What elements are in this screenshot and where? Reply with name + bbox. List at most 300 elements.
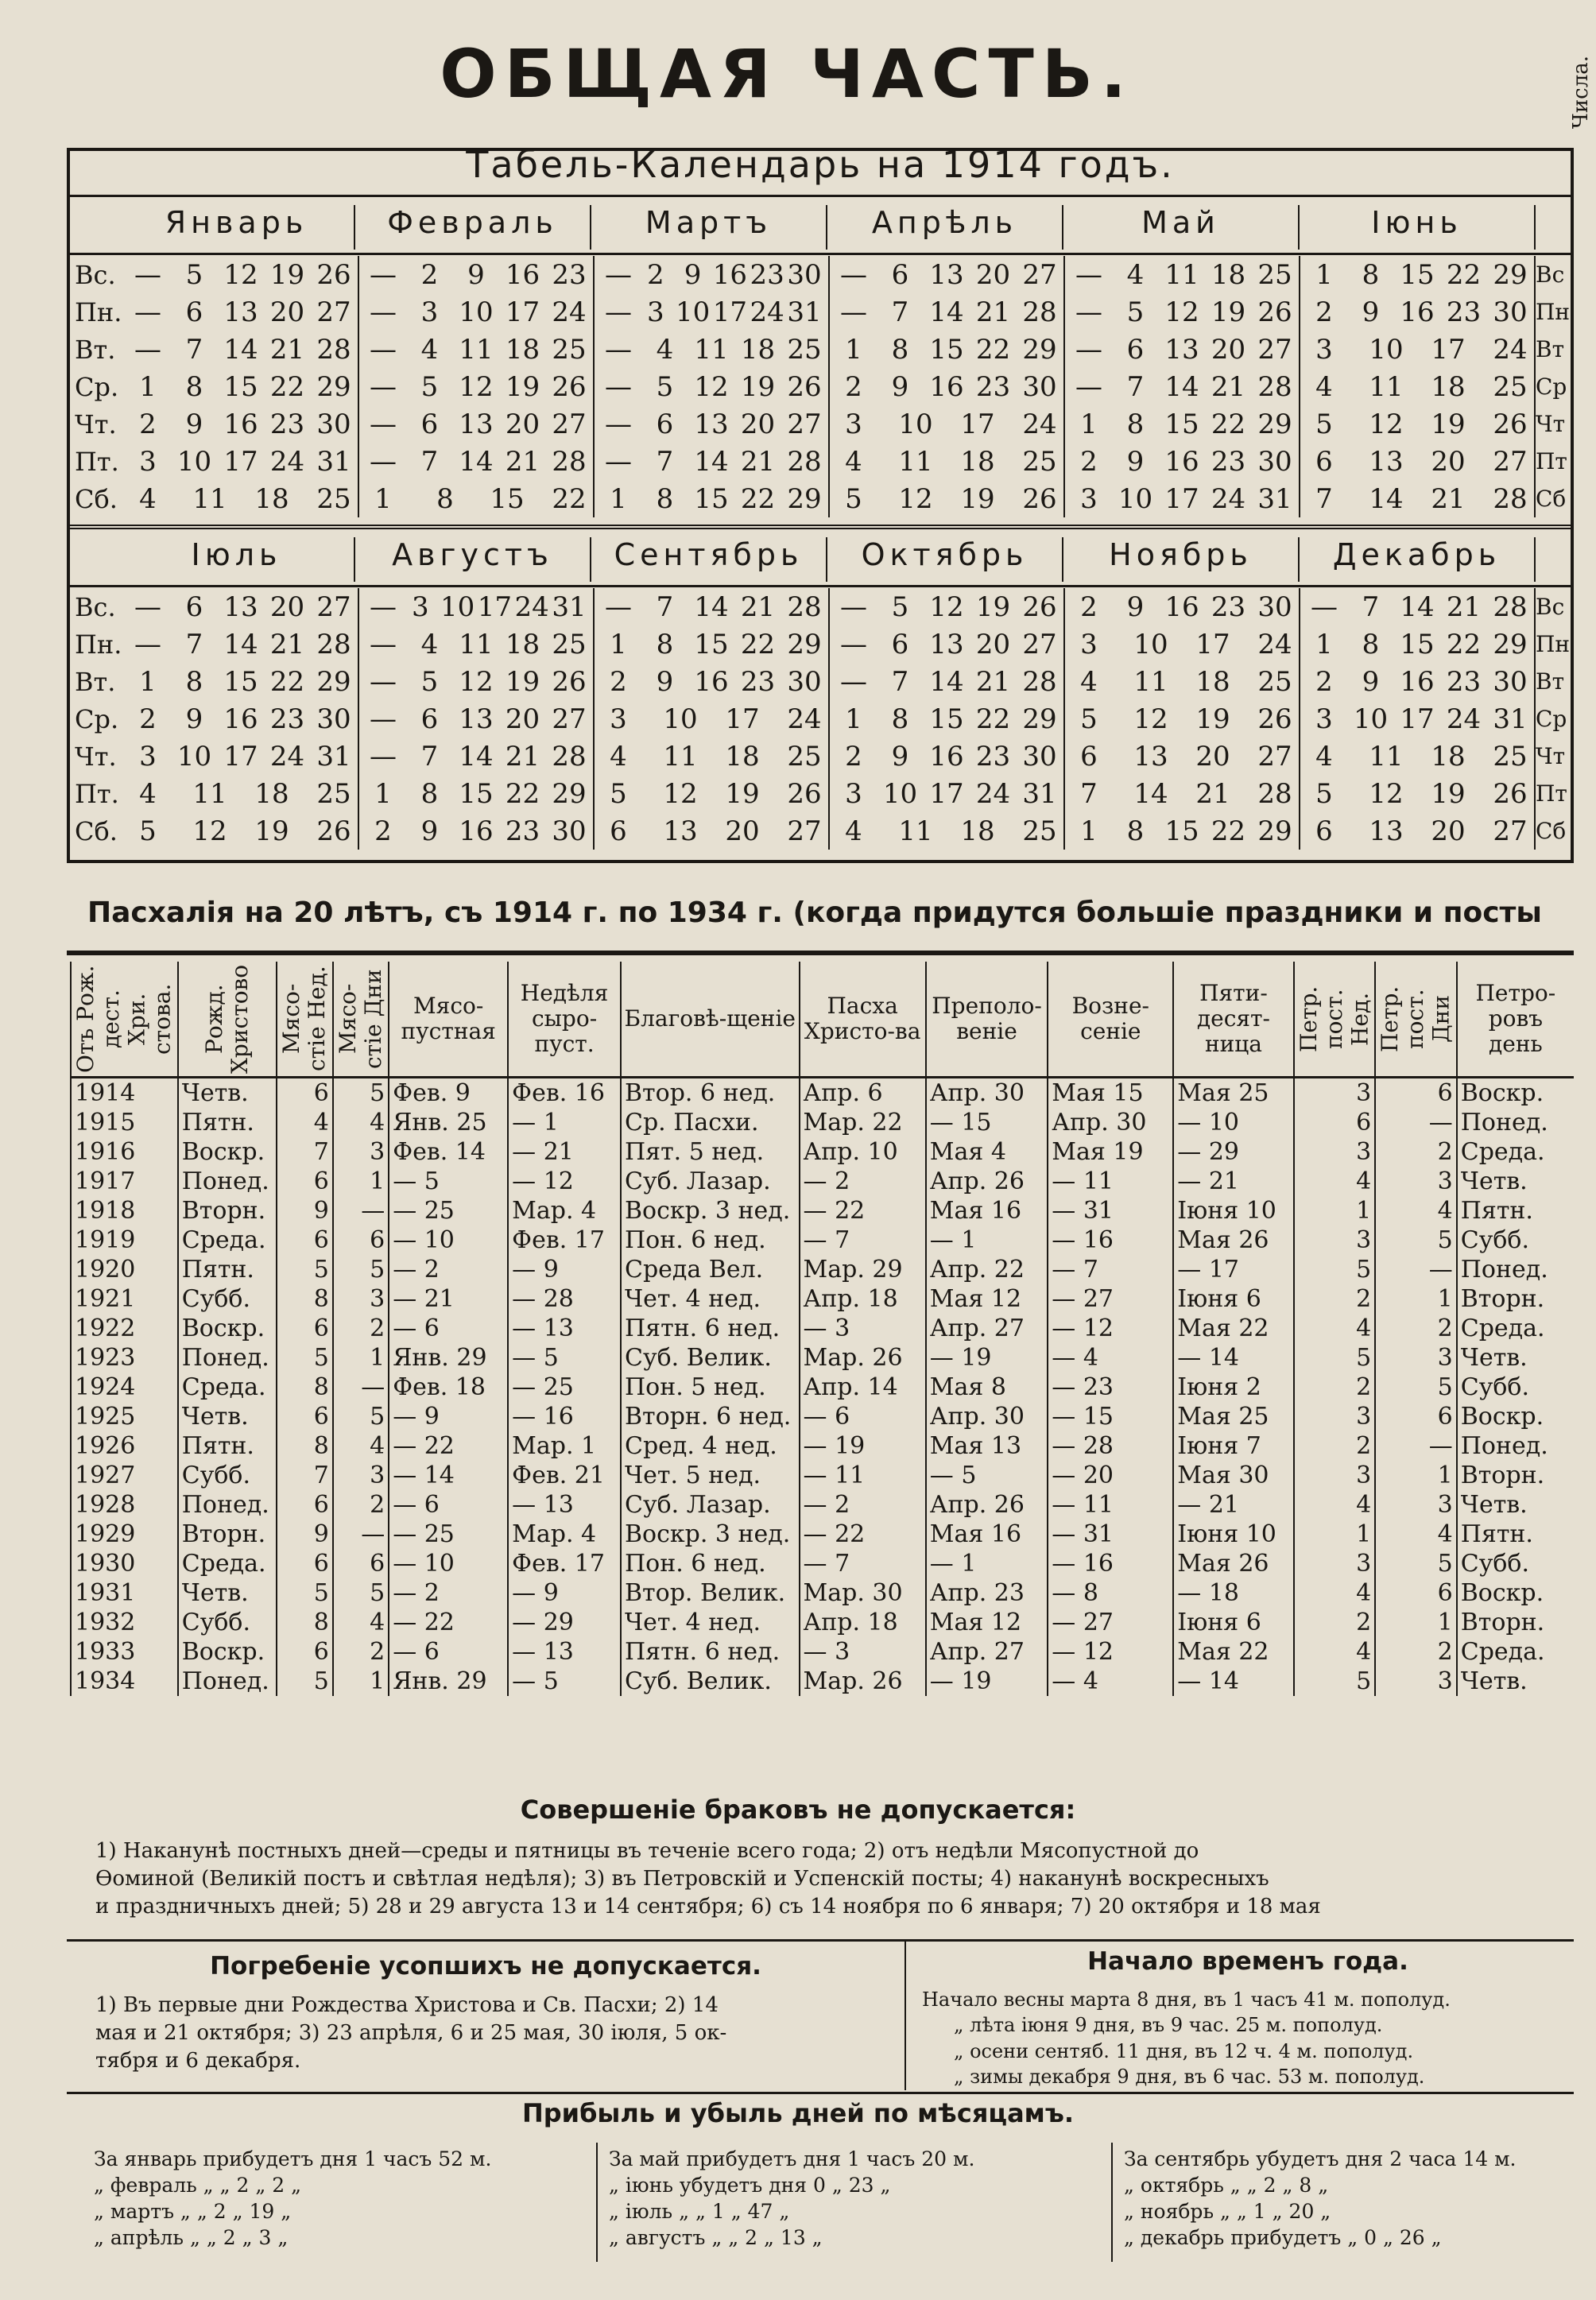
paschalia-header: Возне-сеніе [1048, 962, 1173, 1078]
day-number: 2 [139, 703, 157, 735]
daylength-row: „ мартъ „ „ 2 „ 19 „ [94, 2200, 292, 2223]
paschalia-cell: — 25 [508, 1373, 621, 1402]
day-number: 31 [316, 740, 351, 772]
daylength-row: „ августъ „ „ 2 „ 13 „ [609, 2226, 823, 2249]
month-day-cell [1300, 368, 1536, 405]
day-number: 25 [316, 482, 351, 515]
paschalia-cell: Среда. [178, 1226, 277, 1255]
day-number: 2 [845, 370, 862, 403]
day-number: 25 [316, 777, 351, 810]
month-day-cell [1065, 480, 1300, 517]
day-number: 27 [1493, 445, 1528, 478]
paschalia-cell: Апр. 18 [800, 1608, 926, 1637]
month-name: Декабрь [1300, 537, 1536, 582]
day-number: 28 [1022, 665, 1057, 698]
paschalia-row [71, 1343, 1574, 1373]
paschalia-cell: 4 [333, 1431, 389, 1461]
day-number: 21 [1211, 370, 1246, 403]
month-name: Январь [119, 205, 355, 250]
day-number: 20 [1195, 740, 1230, 772]
month-day-cell [124, 256, 359, 293]
burial-text [95, 1992, 898, 2075]
month-day-cell [359, 480, 595, 517]
paschalia-cell: 7 [277, 1137, 332, 1167]
seasons-line: Начало весны марта 8 дня, въ 1 часъ 41 м. пополуд. [922, 1988, 1451, 2011]
month-name: Февраль [355, 205, 591, 250]
day-number: 25 [1022, 815, 1057, 847]
day-label: Вт. [75, 334, 116, 365]
day-number: 4 [139, 777, 157, 810]
calendar-week-row [70, 775, 1571, 812]
calendar-title: Табель-Календарь на 1914 годъ. [466, 143, 1175, 186]
day-number: 2 [1080, 445, 1098, 478]
paschalia-cell: — 22 [800, 1520, 926, 1549]
paschalia-row [71, 1137, 1574, 1167]
marriage-text [95, 1837, 1590, 1921]
paschalia-header: Мясо-пустная [389, 962, 508, 1078]
day-number: 23 [975, 740, 1011, 772]
paschalia-header: Пасха Христо-ва [800, 962, 926, 1078]
day-number: 28 [316, 628, 351, 660]
day-number: 19 [254, 815, 289, 847]
paschalia-cell: Воскр. [1457, 1402, 1574, 1431]
day-label: Ср. [75, 703, 119, 734]
paschalia-cell: Мая 22 [1173, 1637, 1293, 1667]
daylength-title: Прибыль и убыль дней по мѣсяцамъ. [521, 2098, 1075, 2128]
paschalia-cell: — 22 [389, 1431, 508, 1461]
paschalia-cell: — 9 [508, 1255, 621, 1284]
paschalia-cell: — 10 [1173, 1108, 1293, 1137]
paschalia-cell: — 3 [800, 1637, 926, 1667]
day-number: 26 [552, 370, 587, 403]
paschalia-cell: — 23 [1048, 1373, 1173, 1402]
paschalia-cell: 2 [1294, 1284, 1376, 1314]
paschalia-cell: Понед. [178, 1667, 277, 1696]
day-number: 15 [223, 665, 258, 698]
month-day-cell [124, 812, 359, 850]
paschalia-cell: Понед. [1457, 1108, 1574, 1137]
day-number: 2 [1315, 296, 1333, 328]
day-number: 2 [374, 815, 392, 847]
paschalia-cell: — 11 [800, 1461, 926, 1490]
seasons-line: „ лѣта іюня 9 дня, въ 9 час. 25 м. пополуд. [954, 2014, 1383, 2037]
day-number: 6 [1315, 815, 1333, 847]
day-number: — [370, 445, 397, 478]
paschalia-cell: 4 [1294, 1167, 1376, 1196]
day-number: 11 [694, 333, 729, 366]
paschalia-cell: Субб. [1457, 1549, 1574, 1578]
burial-line: мая и 21 октября; 3) 23 апрѣля, 6 и 25 мая, 30 іюля, 5 ок- [95, 2021, 727, 2046]
paschalia-cell: Пятн. [1457, 1196, 1574, 1226]
day-number: 10 [675, 296, 711, 328]
month-day-cell [1065, 443, 1300, 480]
paschalia-cell: 5 [333, 1255, 389, 1284]
paschalia-row [71, 1226, 1574, 1255]
paschalia-cell: Вторн. 6 нед. [621, 1402, 800, 1431]
day-number: 29 [1493, 628, 1528, 660]
paschalia-cell: — 22 [389, 1608, 508, 1637]
paschalia-cell: — 15 [926, 1108, 1048, 1137]
paschalia-cell: Воскр. [1457, 1578, 1574, 1608]
day-label: Пт. [75, 446, 119, 477]
month-day-cell [830, 293, 1065, 331]
day-number: 10 [1353, 703, 1389, 735]
day-number: 15 [1400, 628, 1435, 660]
day-number: 11 [459, 628, 494, 660]
day-number: 6 [1315, 445, 1333, 478]
month-day-cell [1300, 625, 1536, 663]
paschalia-row [71, 1078, 1574, 1109]
paschalia-row [71, 1578, 1574, 1608]
paschalia-cell: Янв. 29 [389, 1343, 508, 1373]
day-number: 5 [1126, 296, 1145, 328]
day-number: 12 [929, 590, 964, 623]
day-number: 3 [1080, 628, 1098, 660]
paschalia-cell: — 21 [508, 1137, 621, 1167]
paschalia-row [71, 1490, 1574, 1520]
day-number: 5 [1315, 777, 1333, 810]
paschalia-cell: — 1 [926, 1549, 1048, 1578]
paschalia-cell: Пят. 5 нед. [621, 1137, 800, 1167]
paschalia-cell: 2 [1294, 1431, 1376, 1461]
paschalia-cell: 3 [1294, 1549, 1376, 1578]
paschalia-row [71, 1402, 1574, 1431]
paschalia-cell: 6 [277, 1314, 332, 1343]
paschalia-header-text: Мясо-стіе Нед. [278, 966, 331, 1072]
day-number: 3 [1080, 482, 1098, 515]
day-number: — [370, 628, 397, 660]
paschalia-cell: 6 [1375, 1402, 1457, 1431]
day-number: 25 [552, 628, 587, 660]
month-header-spacer [1536, 205, 1571, 250]
day-number: 14 [223, 628, 258, 660]
paschalia-cell: 2 [1294, 1608, 1376, 1637]
day-number: 23 [1446, 296, 1482, 328]
month-day-cell [595, 663, 830, 700]
paschalia-cell: Мая 19 [1048, 1137, 1173, 1167]
paschalia-cell: Чет. 4 нед. [621, 1608, 800, 1637]
day-number: 21 [975, 296, 1011, 328]
divider [67, 1939, 1574, 1942]
paschalia-cell: Янв. 29 [389, 1667, 508, 1696]
burial-title: Погребеніе усопшихъ не допускается. [210, 1952, 761, 1981]
day-number: 25 [1022, 445, 1057, 478]
day-number: 15 [490, 482, 525, 515]
paschalia-cell: — 12 [1048, 1314, 1173, 1343]
day-number: — [370, 296, 397, 328]
day-number: 23 [269, 408, 305, 440]
paschalia-cell: Вторн. [178, 1520, 277, 1549]
day-label-right: Вс [1536, 594, 1565, 620]
paschalia-cell: 1930 [71, 1549, 178, 1578]
paschalia-cell: 4 [333, 1108, 389, 1137]
paschalia-cell: — 1 [926, 1226, 1048, 1255]
paschalia-header-text: Петр. пост. Дни [1377, 985, 1455, 1052]
paschalia-cell: — 2 [800, 1490, 926, 1520]
paschalia-cell: 5 [1294, 1255, 1376, 1284]
paschalia-cell: 1922 [71, 1314, 178, 1343]
day-label-right: Сб [1536, 818, 1567, 844]
paschalia-cell: Пон. 5 нед. [621, 1373, 800, 1402]
day-number: 10 [663, 703, 698, 735]
paschalia-cell: Воскр. [178, 1137, 277, 1167]
day-number: 16 [505, 258, 540, 291]
paschalia-cell: Воскр. [178, 1637, 277, 1667]
day-number: 21 [505, 445, 540, 478]
day-label-right: Пн [1536, 631, 1571, 657]
day-number: 17 [1195, 628, 1230, 660]
paschalia-cell: — 21 [389, 1284, 508, 1314]
paschalia-header [1294, 962, 1376, 1078]
paschalia-cell: — 10 [389, 1226, 508, 1255]
paschalia-cell: 2 [1375, 1137, 1457, 1167]
day-number: 15 [1164, 408, 1199, 440]
paschalia-cell: Пон. 6 нед. [621, 1549, 800, 1578]
day-number: 7 [656, 445, 674, 478]
paschalia-cell: — 17 [1173, 1255, 1293, 1284]
paschalia-cell: Суб. Велик. [621, 1667, 800, 1696]
month-day-cell [830, 331, 1065, 368]
paschalia-cell: Среда. [1457, 1314, 1574, 1343]
day-number: 9 [185, 703, 203, 735]
day-label-right: Ср [1536, 706, 1567, 732]
paschalia-cell: — 10 [389, 1549, 508, 1578]
daylength-row: „ декабрь прибудетъ „ 0 „ 26 „ [1124, 2226, 1442, 2249]
paschalia-row [71, 1431, 1574, 1461]
paschalia-cell: Мая 26 [1173, 1226, 1293, 1255]
day-number: 7 [420, 445, 439, 478]
day-number: 27 [787, 408, 822, 440]
day-number: 13 [1369, 815, 1404, 847]
day-number: 17 [929, 777, 964, 810]
day-number: 29 [1257, 815, 1292, 847]
paschalia-cell: Апр. 27 [926, 1637, 1048, 1667]
day-number: 29 [552, 777, 587, 810]
paschalia-cell: 6 [1375, 1078, 1457, 1109]
paschalia-header: Недѣля сыро-пуст. [508, 962, 621, 1078]
paschalia-cell: — 9 [389, 1402, 508, 1431]
paschalia-header: Петро-ровъ день [1457, 962, 1574, 1078]
day-number: 11 [1164, 258, 1199, 291]
day-number: 16 [929, 740, 964, 772]
paschalia-cell: 2 [333, 1637, 389, 1667]
calendar-week-row [70, 738, 1571, 775]
paschalia-cell: Апр. 27 [926, 1314, 1048, 1343]
day-number: — [1311, 590, 1338, 623]
day-number: 15 [459, 777, 494, 810]
month-day-cell [1300, 738, 1536, 775]
paschalia-cell: 3 [1294, 1226, 1376, 1255]
day-number: 8 [891, 703, 909, 735]
daylength-row: „ октябрь „ „ 2 „ 8 „ [1124, 2174, 1329, 2197]
day-number: 15 [694, 482, 729, 515]
paschalia-cell: 2 [1294, 1373, 1376, 1402]
divider [67, 195, 1574, 197]
day-number: 4 [1080, 665, 1098, 698]
day-number: 20 [1431, 445, 1466, 478]
paschalia-cell: Воскр. 3 нед. [621, 1520, 800, 1549]
paschalia-cell: 9 [277, 1520, 332, 1549]
day-number: 16 [1400, 665, 1435, 698]
month-day-cell [359, 588, 595, 625]
paschalia-cell: Четв. [1457, 1490, 1574, 1520]
paschalia-cell: Суб. Лазар. [621, 1167, 800, 1196]
paschalia-cell: — 22 [800, 1196, 926, 1226]
day-number: 8 [656, 628, 674, 660]
paschalia-cell: 1915 [71, 1108, 178, 1137]
daylength-row: За январь прибудетъ дня 1 часъ 52 м. [94, 2147, 492, 2170]
day-number: 9 [891, 740, 909, 772]
day-number: 27 [552, 703, 587, 735]
paschalia-cell: Пятн. 6 нед. [621, 1637, 800, 1667]
paschalia-cell: 2 [333, 1490, 389, 1520]
paschalia-cell: 9 [277, 1196, 332, 1226]
month-day-cell [830, 443, 1065, 480]
day-number: 5 [139, 815, 157, 847]
paschalia-cell: — [1375, 1255, 1457, 1284]
day-number: 16 [1164, 590, 1199, 623]
day-number: 12 [1133, 703, 1168, 735]
day-number: 2 [139, 408, 157, 440]
paschalia-cell: Пятн. [178, 1431, 277, 1461]
paschalia-header-text: Мясо-стіе Дни [334, 969, 386, 1069]
paschalia-cell: Четв. [1457, 1167, 1574, 1196]
paschalia-cell: Мая 26 [1173, 1549, 1293, 1578]
day-number: 25 [787, 740, 822, 772]
paschalia-cell: Мая 8 [926, 1373, 1048, 1402]
paschalia-header [277, 962, 332, 1078]
paschalia-cell: Среда Вел. [621, 1255, 800, 1284]
month-day-cell [1300, 331, 1536, 368]
paschalia-row [71, 1167, 1574, 1196]
paschalia-cell: 6 [1375, 1578, 1457, 1608]
day-number: 8 [1126, 408, 1145, 440]
day-number: 14 [459, 740, 494, 772]
day-number: 25 [1257, 258, 1292, 291]
paschalia-cell: 6 [277, 1490, 332, 1520]
day-number: 6 [1126, 333, 1145, 366]
burial-line: 1) Въ первые дни Рождества Христова и Св. Пасхи; 2) 14 [95, 1993, 719, 2017]
day-number: — [1075, 370, 1102, 403]
day-number: 12 [459, 665, 494, 698]
month-day-cell [595, 443, 830, 480]
day-number: 23 [740, 665, 776, 698]
paschalia-cell: — 16 [1048, 1226, 1173, 1255]
daylength-row: „ февраль „ „ 2 „ 2 „ [94, 2174, 302, 2197]
day-number: 1 [139, 370, 157, 403]
day-number: 7 [1362, 590, 1380, 623]
day-number: 7 [891, 296, 909, 328]
paschalia-cell: Янв. 25 [389, 1108, 508, 1137]
day-number: 10 [176, 740, 212, 772]
day-number: 11 [192, 482, 227, 515]
month-day-cell [124, 368, 359, 405]
day-number: 11 [1369, 370, 1404, 403]
month-day-cell [1300, 588, 1536, 625]
day-label-right: Вт [1536, 336, 1565, 362]
paschalia-cell: — 11 [1048, 1490, 1173, 1520]
day-number: 22 [1211, 815, 1246, 847]
paschalia-row [71, 1637, 1574, 1667]
day-label-right: Вс [1536, 261, 1565, 288]
day-number: 26 [1493, 408, 1528, 440]
day-number: 16 [223, 408, 258, 440]
day-number: 29 [1022, 333, 1057, 366]
paschalia-row [71, 1314, 1574, 1343]
day-number: 24 [1257, 628, 1292, 660]
paschalia-cell: Среда. [178, 1549, 277, 1578]
paschalia-cell: Среда. [1457, 1137, 1574, 1167]
month-day-cell [124, 738, 359, 775]
day-number: 19 [269, 258, 305, 291]
paschalia-cell: Пятн. [1457, 1520, 1574, 1549]
day-number: 27 [1022, 258, 1057, 291]
month-day-cell [124, 480, 359, 517]
paschalia-cell: — 3 [800, 1314, 926, 1343]
paschalia-cell: — 31 [1048, 1520, 1173, 1549]
paschalia-cell: 1932 [71, 1608, 178, 1637]
day-number: 22 [1211, 408, 1246, 440]
day-number: 16 [1400, 296, 1435, 328]
day-number: 8 [420, 777, 439, 810]
day-number: 17 [1431, 333, 1466, 366]
calendar-week-row [70, 663, 1571, 700]
month-day-cell [595, 738, 830, 775]
paschalia-cell: Фев. 21 [508, 1461, 621, 1490]
day-number: 1 [1080, 408, 1098, 440]
month-day-cell [1300, 405, 1536, 443]
month-day-cell [1065, 588, 1300, 625]
paschalia-cell: 1923 [71, 1343, 178, 1373]
day-number: 1 [845, 703, 862, 735]
month-day-cell [1065, 738, 1300, 775]
month-day-cell [1065, 625, 1300, 663]
divider [67, 951, 1574, 955]
month-day-cell [124, 625, 359, 663]
day-number: 6 [1080, 740, 1098, 772]
day-number: 19 [1431, 777, 1466, 810]
daylength-col1 [94, 2146, 491, 2251]
day-number: 3 [845, 408, 862, 440]
paschalia-cell: — 29 [508, 1608, 621, 1637]
paschalia-cell: 4 [1294, 1490, 1376, 1520]
month-name: Августъ [355, 537, 591, 582]
paschalia-cell: 3 [1375, 1343, 1457, 1373]
paschalia-row [71, 1284, 1574, 1314]
paschalia-cell: 7 [277, 1461, 332, 1490]
paschalia-cell: — 5 [926, 1461, 1048, 1490]
divider [67, 2092, 1574, 2094]
paschalia-cell: 5 [1375, 1226, 1457, 1255]
paschalia-cell: 3 [1375, 1167, 1457, 1196]
day-number: 27 [316, 590, 351, 623]
paschalia-cell: Ср. Пасхи. [621, 1108, 800, 1137]
month-header-spacer [70, 537, 119, 582]
paschalia-cell: 4 [1294, 1578, 1376, 1608]
day-number: 21 [269, 628, 305, 660]
paschalia-cell: 4 [333, 1608, 389, 1637]
paschalia-cell: 1918 [71, 1196, 178, 1226]
day-number: 25 [552, 333, 587, 366]
day-number: 17 [223, 740, 258, 772]
day-number: 27 [1257, 333, 1292, 366]
month-day-cell [830, 625, 1065, 663]
day-number: 5 [891, 590, 909, 623]
paschalia-cell: — 7 [800, 1549, 926, 1578]
month-name: Іюль [119, 537, 355, 582]
day-number: 8 [656, 482, 674, 515]
calendar-half1 [70, 256, 1571, 517]
